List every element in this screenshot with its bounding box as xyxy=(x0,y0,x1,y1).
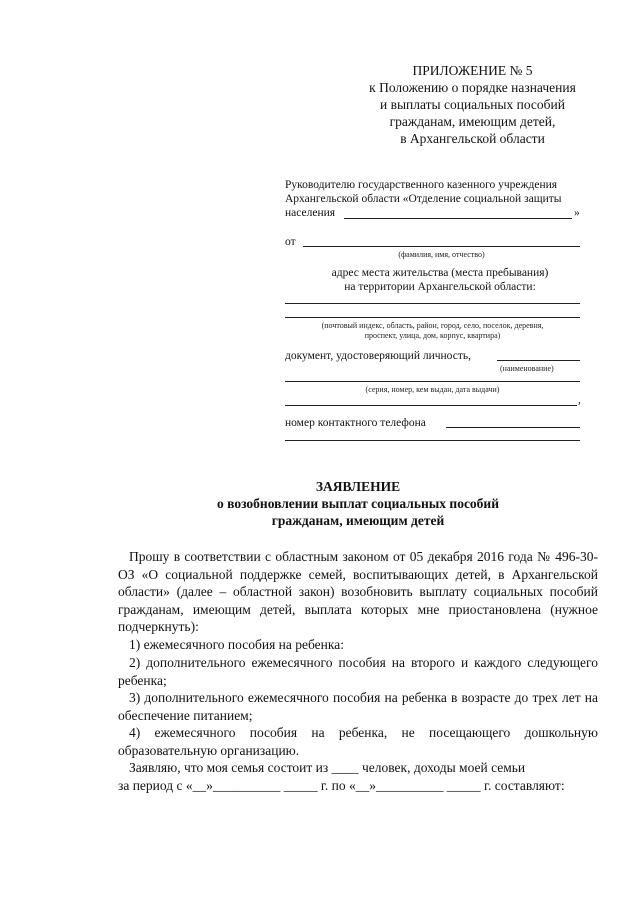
id-doc-comma: , xyxy=(578,394,581,406)
id-doc-name-note: (наименование) xyxy=(500,364,554,373)
residence-note xyxy=(285,321,580,341)
body-item-2: 2) дополнительного ежемесячного пособия на второго и каждого следующего ребенка; xyxy=(118,655,598,688)
phone-fill-line[interactable] xyxy=(446,427,580,428)
addressee-prefix: населения xyxy=(285,207,336,219)
id-doc-extra-line[interactable] xyxy=(285,405,577,406)
body-intro: Прошу в соответствии с областным законом от 05 декабря 2016 года № 496-30-ОЗ «О социальной поддержке семей, воспитывающих детей, в Архангельской области» (далее – областной закон) возобновить выплату социальных пособий гражданам, имеющим детей, выплата которых мне приостановлена (нужное подчеркнуть): xyxy=(118,549,598,634)
addressee-fill-line[interactable] xyxy=(344,218,572,219)
id-doc-name-line[interactable] xyxy=(497,360,580,361)
residence-line: адрес места жительства (места пребывания) xyxy=(331,267,549,279)
from-label: от xyxy=(285,236,296,248)
residence-fill-line-1[interactable] xyxy=(285,303,580,304)
body-declare-line-2: за период с «__»__________ _____ г. по «__»__________ _____ г. составляют: xyxy=(118,778,565,793)
phone-label: номер контактного телефона xyxy=(285,417,426,429)
statement-title: ЗАЯВЛЕНИЕ xyxy=(315,479,401,494)
id-doc-details-line[interactable] xyxy=(285,381,580,382)
body-declare-line-1: Заявляю, что моя семья состоит из ____ человек, доходы моей семьи xyxy=(129,760,526,775)
from-note: (фамилия, имя, отчество) xyxy=(398,250,485,259)
appendix-title: ПРИЛОЖЕНИЕ № 5 xyxy=(412,63,533,78)
addressee-line: Архангельской области «Отделение социальной защиты xyxy=(285,193,562,205)
residence-note-line: (почтовый индекс, область, район, город, село, поселок, деревня, xyxy=(321,321,544,330)
residence-fill-line-2[interactable] xyxy=(285,317,580,318)
residence-heading xyxy=(300,266,580,294)
residence-note-line: проспект, улица, дом, корпус, квартира) xyxy=(364,331,501,340)
body-item-1: 1) ежемесячного пособия на ребенка: xyxy=(129,637,344,652)
id-doc-label: документ, удостоверяющий личность, xyxy=(285,350,471,362)
statement-subtitle: о возобновлении выплат социальных пособий xyxy=(217,496,499,511)
statement-subtitle: гражданам, имеющим детей xyxy=(271,513,445,528)
appendix-line: к Положению о порядке назначения xyxy=(369,80,576,95)
appendix-line: в Архангельской области xyxy=(400,131,545,146)
addressee-suffix: » xyxy=(574,207,580,219)
appendix-line: и выплаты социальных пособий xyxy=(380,97,565,112)
body-item-4: 4) ежемесячного пособия на ребенка, не посещающего дошкольную образовательную организацию. xyxy=(118,725,598,758)
residence-line: на территории Архангельской области: xyxy=(344,281,536,293)
body-item-3: 3) дополнительного ежемесячного пособия на ребенка в возрасте до трех лет на обеспечение питанием; xyxy=(118,690,598,723)
phone-extra-line[interactable] xyxy=(285,440,580,441)
id-doc-details-note: (серия, номер, кем выдан, дата выдачи) xyxy=(365,385,500,394)
addressee-line: Руководителю государственного казенного учреждения xyxy=(285,179,558,191)
statement-heading xyxy=(118,478,598,529)
appendix-line: гражданам, имеющим детей, xyxy=(389,114,556,129)
appendix-block xyxy=(330,62,615,147)
addressee-block xyxy=(285,178,595,206)
from-fill-line[interactable] xyxy=(303,246,580,247)
